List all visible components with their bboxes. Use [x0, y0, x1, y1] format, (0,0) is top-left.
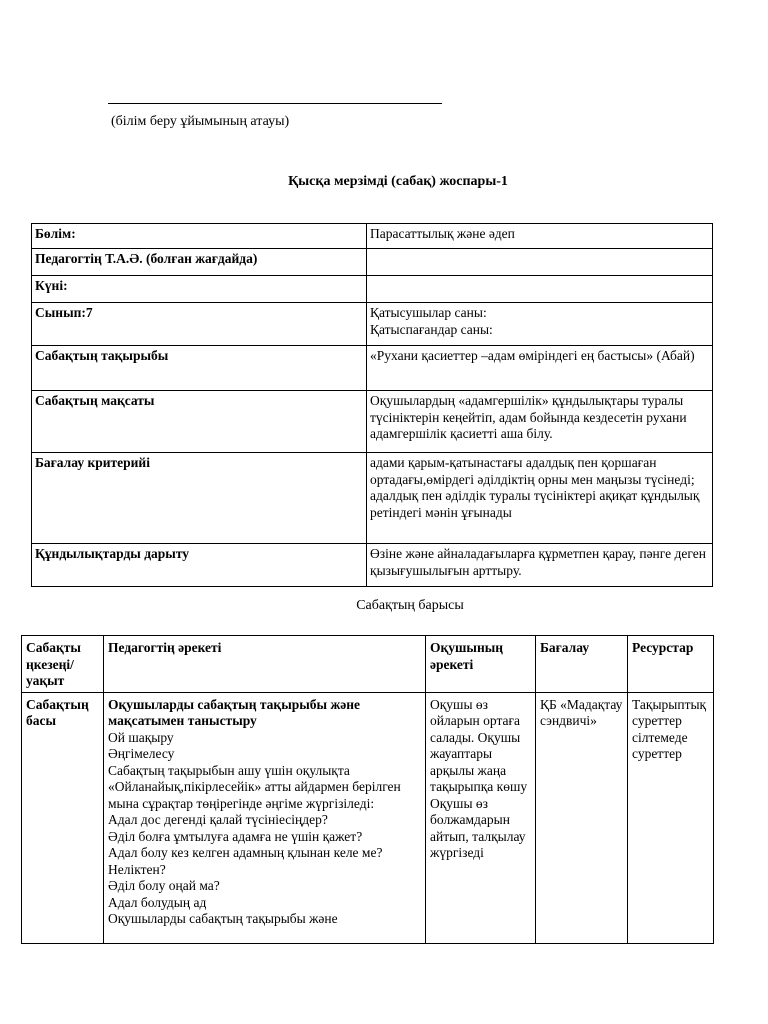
teacher-line: Әділ болға ұмтылуға адамға не үшін қажет? — [108, 828, 363, 844]
info-label: Сабақтың мақсаты — [32, 391, 367, 453]
info-row — [32, 224, 713, 249]
assessment-cell: ҚБ «Мадақтау сэндвичі» — [536, 692, 628, 943]
lesson-info-table — [31, 223, 713, 587]
org-name-line — [108, 103, 442, 104]
student-cell: Оқушы өз ойларын ортаға салады. Оқушы жауаптары арқылы жаңа тақырыпқа көшу Оқушы өз болжамдарын айтып, талқылау жүргізеді — [426, 692, 536, 943]
teacher-line: Адал дос дегенді қалай түсініесіңдер? — [108, 812, 328, 827]
info-label: Күні: — [32, 276, 367, 303]
info-value: Оқушылардың «адамгершілік» құндылықтары туралы түсініктерін кеңейтіп, адам бойында кездесетін рухани адамгершілік қасиетті аша білу. — [367, 391, 713, 453]
teacher-lines — [108, 730, 422, 928]
teacher-line: Адал болу кез келген адамның қлынан келе ме?Неліктен? — [108, 845, 383, 877]
teacher-line: Ой шақыру — [108, 729, 174, 745]
info-row — [32, 453, 713, 544]
org-caption: (білім беру ұйымының атауы) — [111, 114, 290, 129]
info-value — [367, 276, 713, 303]
info-label: Сынып:7 — [32, 303, 367, 346]
course-row-start — [22, 692, 714, 943]
info-value: «Рухани қасиеттер –адам өміріндегі ең бастысы» (Абай) — [367, 346, 713, 391]
info-row — [32, 346, 713, 391]
info-value: Өзіне және айналадағыларға құрметпен қарау, пәнге деген қызығушылығын арттыру. — [367, 544, 713, 587]
info-row — [32, 249, 713, 276]
info-value — [367, 249, 713, 276]
info-label: Бағалау критерийі — [32, 453, 367, 544]
info-label: Педагогтің Т.А.Ә. (болған жағдайда) — [32, 249, 367, 276]
stage-cell: Сабақтың басы — [22, 692, 104, 943]
header-stage: Сабақты ңкезеңі/ уақыт — [22, 636, 104, 693]
info-label: Құндылықтарды дарыту — [32, 544, 367, 587]
teacher-line: Оқушыларды сабақтың тақырыбы және — [108, 911, 338, 926]
teacher-bold: Оқушыларды сабақтың тақырыбы және мақсатымен таныстыру — [108, 696, 361, 728]
header-resources: Ресурстар — [628, 636, 714, 693]
course-header-row — [22, 636, 714, 693]
info-row — [32, 391, 713, 453]
info-value: адами қарым-қатынастағы адалдық пен қоршаған ортадағы,өмірдегі әділдіктің орны мен маңызы түсінеді; адалдық пен әділдік туралы түсініктері ақиқат құндылық ретіндегі мәнін ұғынады — [367, 453, 713, 544]
teacher-line: Әділ болу оңай ма? — [108, 878, 220, 893]
info-row — [32, 303, 713, 346]
header-teacher: Педагогтің әрекеті — [104, 636, 426, 693]
resources-cell: Тақырыптық суреттер сілтемеде суреттер — [628, 692, 714, 943]
info-row — [32, 544, 713, 587]
teacher-cell — [104, 692, 426, 943]
info-value: Парасаттылық және әдеп — [367, 224, 713, 249]
header-assessment: Бағалау — [536, 636, 628, 693]
teacher-line: Әңгімелесу — [108, 746, 175, 761]
document-title: Қысқа мерзімді (сабақ) жоспары-1 — [288, 174, 508, 189]
header-student: Оқушының әрекеті — [426, 636, 536, 693]
teacher-line: Адал болудың ад — [108, 894, 207, 910]
teacher-line: Сабақтың тақырыбын ашу үшін оқулықта «Ойланайық,пікірлесейік» атты айдармен берілген мына сұрақтар төңірегінде әңгіме жүргізіледі: — [108, 762, 401, 811]
lesson-course-table — [21, 635, 714, 944]
info-label: Сабақтың тақырыбы — [32, 346, 367, 391]
info-value: Қатысушылар саны: Қатыспағандар саны: — [367, 303, 713, 346]
course-title: Сабақтың барысы — [356, 598, 464, 613]
info-row — [32, 276, 713, 303]
info-label: Бөлім: — [32, 224, 367, 249]
